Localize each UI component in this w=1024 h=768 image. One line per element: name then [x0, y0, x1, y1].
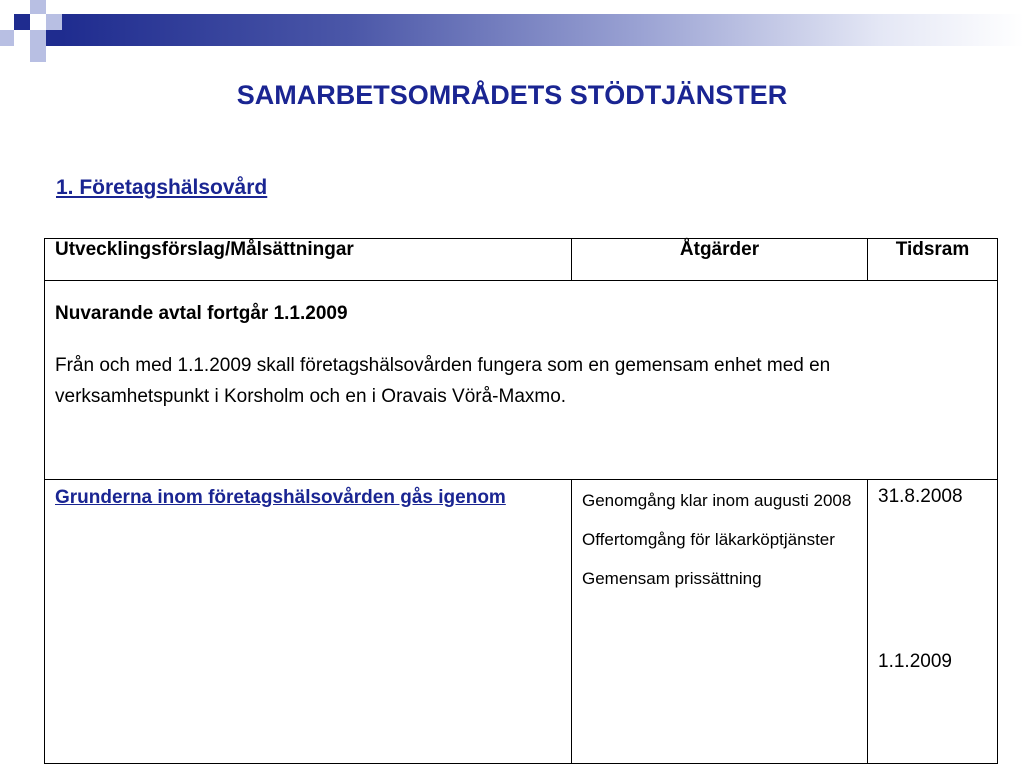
date-value: 31.8.2008 [878, 486, 963, 507]
intro-text: Från och med 1.1.2009 skall företagshälsovården fungera som en gemensam enhet med en verksamhetspunkt i Korsholm och en i Oravais Vörå-Maxmo. [55, 355, 831, 407]
decor-square [30, 30, 46, 46]
goal-link[interactable]: Grunderna inom företagshälsovården gås igenom [55, 487, 506, 508]
intro-cell [45, 281, 998, 480]
actions-cell [572, 480, 868, 764]
slide-title: SAMARBETSOMRÅDETS STÖDTJÄNSTER [236, 80, 788, 110]
decor-square [30, 46, 46, 62]
action-item: Gemensam prissättning [582, 569, 762, 589]
action-item: Offertomgång för läkarköptjänster [582, 530, 835, 550]
action-item: Genomgång klar inom augusti 2008 [582, 491, 852, 510]
section-heading: 1. Företagshälsovård [56, 176, 268, 199]
column-header-goals: Utvecklingsförslag/Målsättningar [45, 239, 572, 281]
table-header-row [45, 239, 998, 281]
intro-heading: Nuvarande avtal fortgår 1.1.2009 [55, 303, 348, 324]
decor-square [46, 30, 62, 46]
column-header-actions: Åtgärder [572, 239, 868, 281]
column-header-timeframe: Tidsram [868, 239, 998, 281]
header-gradient-bar [62, 14, 1024, 46]
table-row-intro [45, 281, 998, 480]
decor-square [0, 30, 14, 46]
plan-table [44, 238, 998, 764]
table-row [45, 480, 998, 764]
decor-square [46, 14, 62, 30]
decor-square [30, 0, 46, 14]
decor-square [14, 14, 30, 30]
timeframe-cell [868, 480, 998, 764]
date-value: 1.1.2009 [878, 651, 952, 672]
goal-cell [45, 480, 572, 764]
